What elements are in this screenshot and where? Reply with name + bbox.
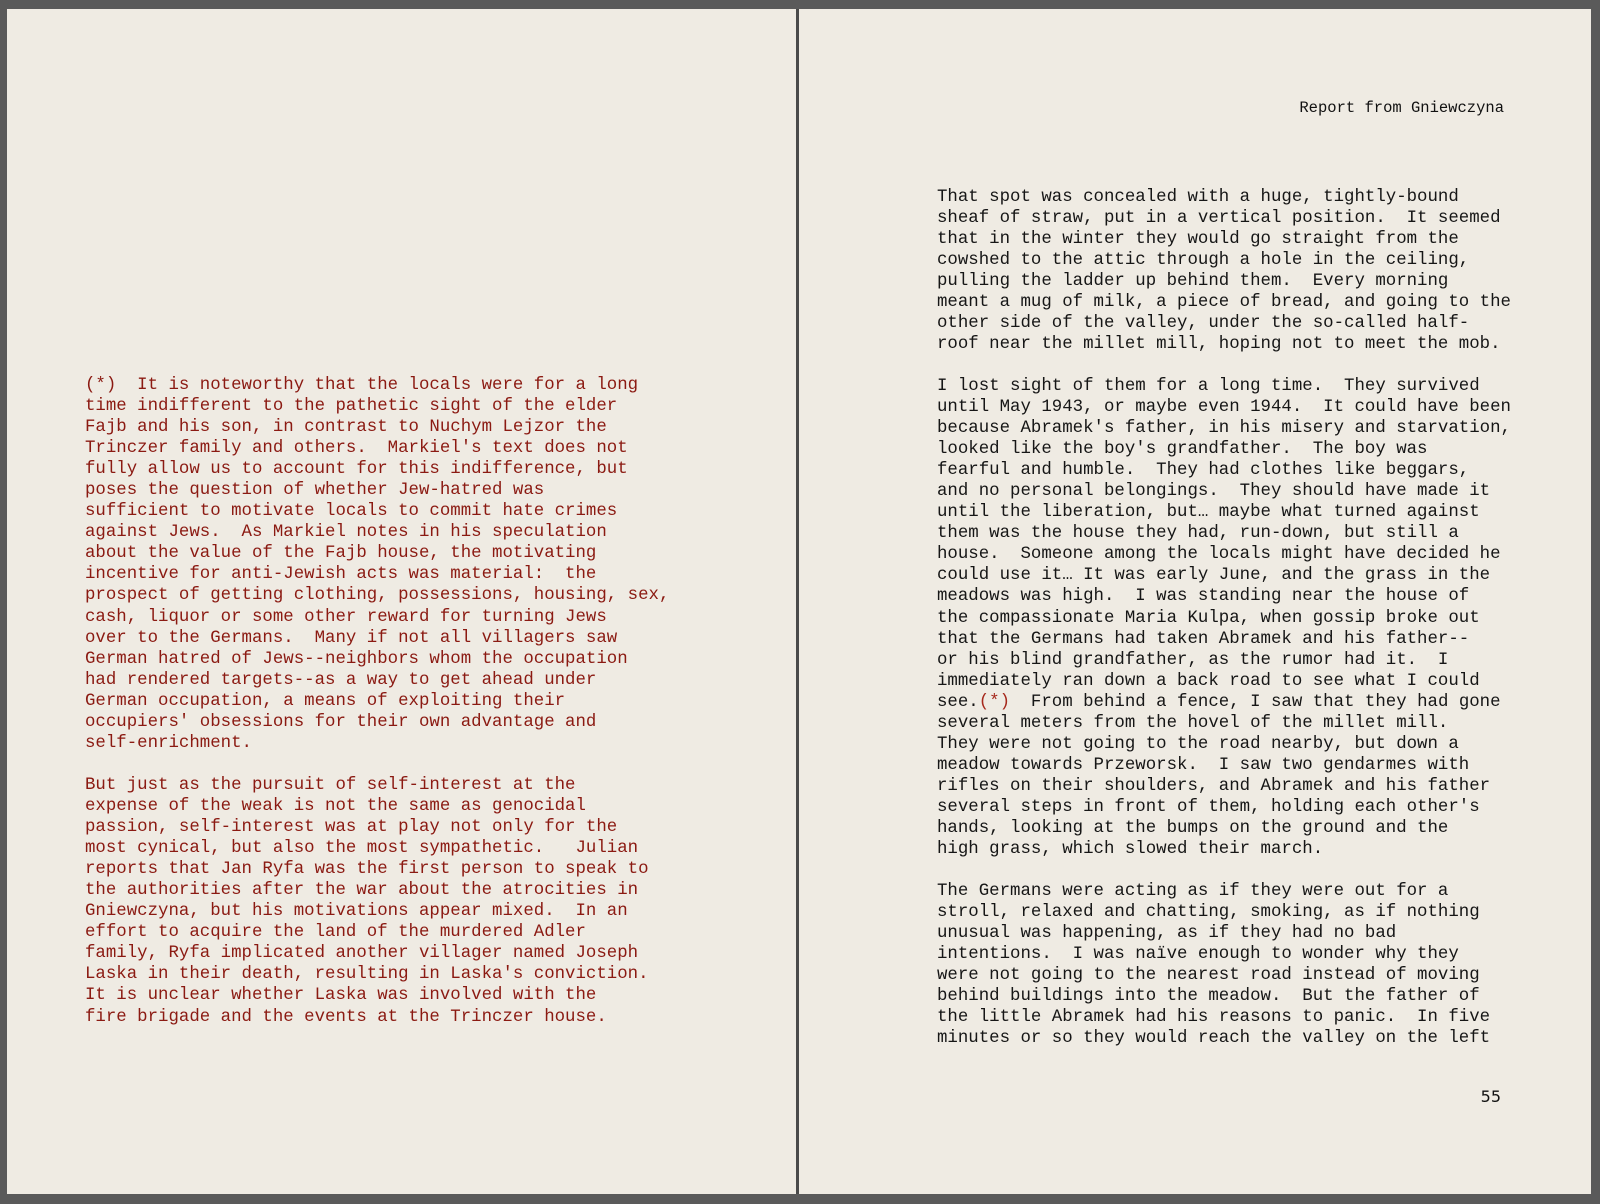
- page-number: 55: [1480, 1087, 1501, 1106]
- body-paragraph-2-text-b: From behind a fence, I saw that they had gone several meters from the hovel of the millet mill. They were not going to the road nearby, but down a meadow towards Przeworsk. I saw two gendarmes with rifles on their shoulders, and Abramek and his father several steps in front of them, holding each other's hands, looking at the bumps on the ground and the high grass, which slowed their march.: [937, 692, 1501, 860]
- left-page: [7, 9, 796, 1194]
- footnote-paragraph-2: But just as the pursuit of self-interest at the expense of the weak is not the same as genocidal passion, self-interest was at play not only for the most cynical, but also the most sympathetic. Julian reports that Jan Ryfa was the first person to speak to the authorities after the war about the atrocities in Gniewczyna, but his motivations appear mixed. In an effort to acquire the land of the murdered Adler family, Ryfa implicated another villager named Joseph Laska in their death, resulting in Laska's conviction. It is unclear whether Laska was involved with the fire brigade and the events at the Trinczer house.: [85, 776, 649, 1027]
- right-page: [799, 9, 1591, 1194]
- body-paragraph-2: [937, 376, 1511, 860]
- footnote-paragraph-1: (*) It is noteworthy that the locals were for a long time indifferent to the pathetic sight of the elder Fajb and his son, in contrast to Nuchym Lejzor the Trinczer family and others. Markiel's text does not fully allow us to account for this indifference, but poses the question of whether Jew-hatred was sufficient to motivate locals to commit hate crimes against Jews. As Markiel notes in his speculation about the value of the Fajb house, the motivating incentive for anti-Jewish acts was material: the prospect of getting clothing, possessions, housing, sex, cash, liquor or some other reward for turning Jews over to the Germans. Many if not all villagers saw German hatred of Jews--neighbors whom the occupation had rendered targets--as a way to get ahead under German occupation, a means of exploiting their occupiers' obsessions for their own advantage and self-enrichment.: [85, 376, 670, 753]
- body-paragraph-3: The Germans were acting as if they were out for a stroll, relaxed and chatting, smoking, as if nothing unusual was happening, as if they had no bad intentions. I was naïve enough to wonder why they were not going to the nearest road instead of moving behind buildings into the meadow. But the father of the little Abramek had his reasons to panic. In five minutes or so they would reach the valley on the left: [937, 882, 1491, 1049]
- footnote-marker[interactable]: (*): [978, 692, 1011, 712]
- running-head: Report from Gniewczyna: [1299, 99, 1504, 117]
- body-paragraph-2-text-a: I lost sight of them for a long time. They survived until May 1943, or maybe even 1944. It could have been because Abramek's father, in his misery and starvation, looked like the boy's grandfather. The boy was fearful and humble. They had clothes like beggars, and no personal belongings. They should have made it until the liberation, but… maybe what turned against them was the house they had, run-down, but still a house. Someone among the locals might have decided he could use it… It was early June, and the grass in the meadows was high. I was standing near the house of the compassionate Maria Kulpa, when gossip broke out that the Germans had taken Abramek and his father-- or his blind grandfather, as the rumor had it. I immediately ran down a back road to see what I could see.: [937, 377, 1511, 712]
- body-paragraph-1: That spot was concealed with a huge, tightly-bound sheaf of straw, put in a vertical position. It seemed that in the winter they would go straight from the cowshed to the attic through a hole in the ceiling, pulling the ladder up behind them. Every morning meant a mug of milk, a piece of bread, and going to the other side of the valley, under the so-called half- roof near the millet mill, hoping not to meet the mob.: [937, 188, 1511, 355]
